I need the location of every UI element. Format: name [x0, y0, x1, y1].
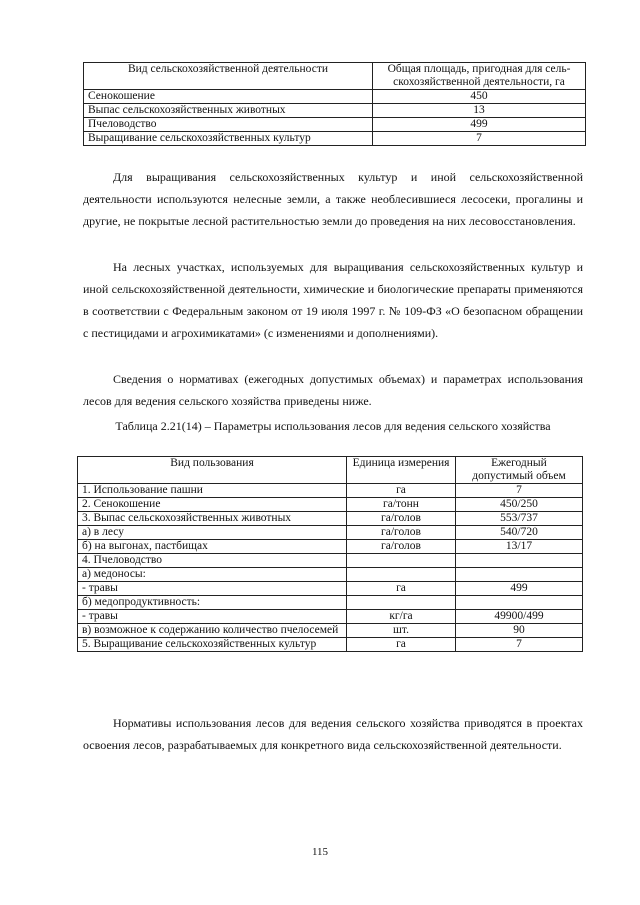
table2-cell: - травы [78, 582, 347, 596]
table2-cell: 3. Выпас сельскохозяйственных животных [78, 512, 347, 526]
table2-cell: 553/737 [456, 512, 583, 526]
table2-cell: 4. Пчеловодство [78, 554, 347, 568]
paragraph-2: На лесных участках, используемых для выращивания сельскохозяйственных культур и иной сельскохозяйственной деятельности, химические и биологические препараты применяются в соответствии с Федеральным законом от 19 июля 1997 г. № 109-ФЗ «О безопасном обращении с пестицидами и агрохимикатами» (с изменениями и дополнениями). [83, 260, 583, 340]
table2-cell [456, 596, 583, 610]
table-row [78, 596, 583, 610]
table1-cell: 7 [373, 132, 586, 146]
table2-cell: 90 [456, 624, 583, 638]
table1-cell: Сенокошение [84, 90, 373, 104]
table1-header-activity: Вид сельскохозяйственной деятельности [84, 63, 373, 90]
table1-cell: Выращивание сельскохозяйственных культур [84, 132, 373, 146]
table2-cell: в) возможное к содержанию количество пчелосемей [78, 624, 347, 638]
table2-cell: б) медопродуктивность: [78, 596, 347, 610]
table-row [84, 90, 586, 104]
table2-cell: б) на выгонах, пастбищах [78, 540, 347, 554]
table-row [84, 104, 586, 118]
table1-cell: Выпас сельскохозяйственных животных [84, 104, 373, 118]
land-area-table [83, 62, 586, 146]
table2-cell: 49900/499 [456, 610, 583, 624]
table-row [78, 526, 583, 540]
paragraph-1: Для выращивания сельскохозяйственных культур и иной сельскохозяйственной деятельности используются нелесные земли, а также необлесившиеся лесосеки, прогалины и другие, не покрытые лесной растительностью земли до проведения на них лесовосстановления. [83, 170, 583, 228]
table2-cell [347, 568, 456, 582]
table2-cell: 2. Сенокошение [78, 498, 347, 512]
table-row [78, 582, 583, 596]
table1-cell: 450 [373, 90, 586, 104]
table2-cell: 7 [456, 484, 583, 498]
paragraph-3: Сведения о нормативах (ежегодных допустимых объемах) и параметрах использования лесов для ведения сельского хозяйства приведены ниже. [83, 372, 583, 408]
closing-paragraph: Нормативы использования лесов для ведения сельского хозяйства приводятся в проектах освоения лесов, разрабатываемых для конкретного вида сельскохозяйственной деятельности. [83, 716, 583, 752]
table2-cell: 499 [456, 582, 583, 596]
table2-cell: - травы [78, 610, 347, 624]
table2-cell: 540/720 [456, 526, 583, 540]
table2-cell: га/голов [347, 512, 456, 526]
table-row [78, 512, 583, 526]
table2-cell: га [347, 582, 456, 596]
table-row [78, 540, 583, 554]
table2-cell: а) в лесу [78, 526, 347, 540]
table-row [78, 610, 583, 624]
table2-cell [456, 568, 583, 582]
table2-header-volume: Ежегодный допустимый объем [456, 457, 583, 484]
table2-cell: кг/га [347, 610, 456, 624]
table-row [84, 118, 586, 132]
table2-cell: а) медоносы: [78, 568, 347, 582]
table2-cell: га [347, 484, 456, 498]
table2-cell [456, 554, 583, 568]
forest-use-parameters-table [77, 456, 583, 652]
table-caption: Таблица 2.21(14) – Параметры использования лесов для ведения сельского хозяйства [115, 419, 551, 433]
table2-cell: га/голов [347, 526, 456, 540]
table1-cell: 499 [373, 118, 586, 132]
table2-header-type: Вид пользования [78, 457, 347, 484]
table-row [78, 554, 583, 568]
table-row [78, 624, 583, 638]
table-row [78, 638, 583, 652]
table2-cell: га/тонн [347, 498, 456, 512]
table1-cell: 13 [373, 104, 586, 118]
table2-cell: га [347, 638, 456, 652]
table-row [78, 568, 583, 582]
table2-cell: 1. Использование пашни [78, 484, 347, 498]
page-number: 115 [311, 846, 329, 858]
table-row [78, 484, 583, 498]
table-row [84, 132, 586, 146]
table2-cell [347, 596, 456, 610]
table2-cell: 13/17 [456, 540, 583, 554]
table1-header-area: Общая площадь, пригодная для сель-скохозяйственной деятельности, га [373, 63, 586, 90]
table2-cell: га/голов [347, 540, 456, 554]
table2-cell: 450/250 [456, 498, 583, 512]
table-row [78, 498, 583, 512]
table2-cell [347, 554, 456, 568]
table2-cell: шт. [347, 624, 456, 638]
table2-cell: 7 [456, 638, 583, 652]
table2-cell: 5. Выращивание сельскохозяйственных культур [78, 638, 347, 652]
table2-header-unit: Единица измерения [347, 457, 456, 484]
table1-cell: Пчеловодство [84, 118, 373, 132]
